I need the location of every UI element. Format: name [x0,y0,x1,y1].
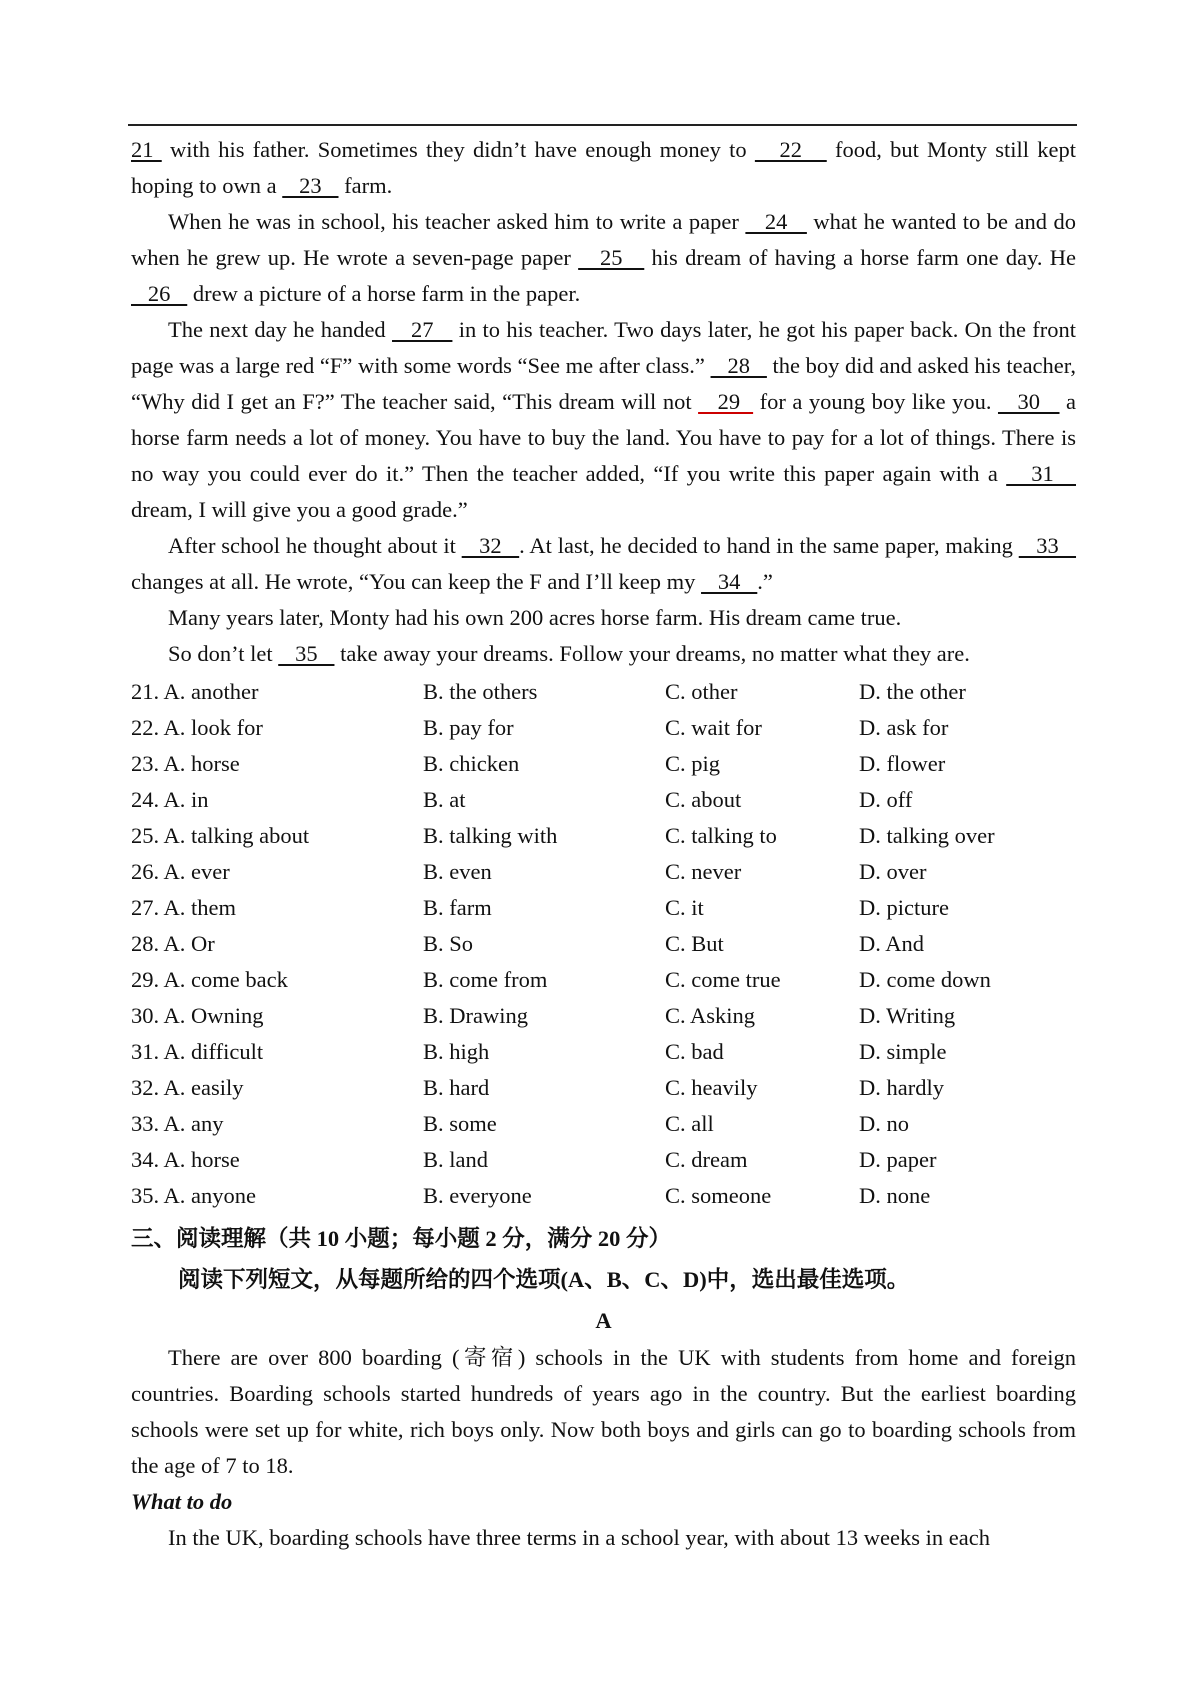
passage-text: for a young boy like you. [753,389,998,414]
reading-paragraph: In the UK, boarding schools have three terms in a school year, with about 13 weeks in each [168,1525,990,1550]
option-a: 28. A. Or [131,931,215,956]
option-a: 31. A. difficult [131,1039,264,1064]
option-b: B. come from [423,967,548,992]
option-b: B. Drawing [423,1003,528,1028]
option-row [131,674,1076,710]
option-d: D. flower [859,751,946,776]
blank-21: 21 [131,137,162,162]
option-a: 29. A. come back [131,967,288,992]
option-row [131,998,1076,1034]
option-b: B. hard [423,1075,490,1100]
option-row [131,710,1076,746]
passage-text: .” [757,569,773,594]
section-instruction: 阅读下列短文，从每题所给的四个选项(A、B、C、D)中，选出最佳选项。 [178,1267,910,1292]
option-row [131,854,1076,890]
option-b: B. So [423,931,474,956]
option-a: 35. A. anyone [131,1183,256,1208]
passage-text: a horse farm needs a lot of money. You have to buy the land. You have to pay for a lot of things. There is no way you could ever do it.” Then the teacher added, “If you write this paper again with a [131,389,1077,486]
option-a: 22. A. look for [131,715,263,740]
option-c: C. talking to [665,823,777,848]
passage-text: When he was in school, his teacher asked him to write a paper [168,209,746,234]
blank-26: 26 [131,281,188,306]
option-b: B. everyone [423,1183,532,1208]
option-d: D. over [859,859,927,884]
option-row [131,818,1076,854]
passage-paragraph [131,636,1076,672]
passage-text: After school he thought about it [168,533,462,558]
option-a: 30. A. Owning [131,1003,264,1028]
blank-24: 24 [745,209,807,234]
option-d: D. none [859,1183,931,1208]
blank-25: 25 [578,245,645,270]
option-a: 33. A. any [131,1111,224,1136]
option-row [131,890,1076,926]
option-row [131,962,1076,998]
option-row [131,1178,1076,1214]
passage-paragraph [131,132,1076,204]
option-b: B. high [423,1039,490,1064]
passage-text: . At last, he decided to hand in the same paper, making [519,533,1019,558]
blank-23: 23 [282,173,339,198]
passage-paragraph [131,528,1076,600]
option-d: D. simple [859,1039,947,1064]
option-a: 23. A. horse [131,751,240,776]
header-rule [128,124,1077,126]
passage-paragraph: Many years later, Monty had his own 200 acres horse farm. His dream came true. [168,605,902,630]
cloze-passage [131,132,1076,672]
option-row [131,926,1076,962]
option-row [131,1034,1076,1070]
option-d: D. come down [859,967,991,992]
option-b: B. pay for [423,715,514,740]
option-row [131,782,1076,818]
option-b: B. farm [423,895,492,920]
passage-text: food, but Monty still kept hoping to own a [131,137,1077,198]
option-c: C. heavily [665,1075,758,1100]
option-c: C. dream [665,1147,748,1172]
option-d: D. the other [859,679,966,704]
passage-text: changes at all. He wrote, “You can keep the F and I’ll keep my [131,569,702,594]
blank-27: 27 [392,317,453,342]
reading-passage [131,1340,1076,1556]
option-d: D. picture [859,895,949,920]
option-d: D. talking over [859,823,995,848]
reading-subheading: What to do [131,1489,233,1514]
option-c: C. bad [665,1039,724,1064]
option-d: D. paper [859,1147,937,1172]
reading-paragraph: There are over 800 boarding (寄宿) schools in the UK with students from home and foreign countries. Boarding schools started hundreds of years ago in the country. But the earliest boarding schools were set up for white, rich boys only. Now both boys and girls can go to boarding schools from the age of 7 to 18. [131,1345,1076,1478]
option-a: 34. A. horse [131,1147,240,1172]
option-a: 21. A. another [131,679,259,704]
passage-text: take away your dreams. Follow your dreams, no matter what they are. [334,641,970,666]
passage-text: with his father. Sometimes they didn’t have enough money to [161,137,755,162]
option-a: 32. A. easily [131,1075,244,1100]
option-b: B. talking with [423,823,558,848]
option-row [131,1142,1076,1178]
passage-letter: A [595,1308,612,1333]
blank-22: 22 [754,137,827,162]
option-b: B. chicken [423,751,520,776]
option-c: C. Asking [665,1003,756,1028]
passage-text: farm. [338,173,393,198]
option-a: 27. A. them [131,895,236,920]
blank-33: 33 [1018,533,1077,558]
passage-paragraph [131,312,1076,528]
option-c: C. someone [665,1183,772,1208]
blank-34: 34 [701,569,758,594]
option-c: C. come true [665,967,781,992]
passage-text: what he wanted to be and do when he grew up. He wrote a seven-page paper [131,209,1077,270]
section-heading: 三、阅读理解（共 10 小题；每小题 2 分，满分 20 分） [131,1226,672,1251]
reading-section-header [131,1218,1076,1341]
option-d: D. ask for [859,715,949,740]
passage-text: So don’t let [168,641,279,666]
passage-text: his dream of having a horse farm one day. He [644,245,1077,270]
option-d: D. Writing [859,1003,956,1028]
passage-text: in to his teacher. Two days later, he got his paper back. On the front page was a large red “F” with some words “See me after class.” [131,317,1076,378]
blank-28: 28 [710,353,767,378]
blank-32: 32 [461,533,520,558]
option-c: C. But [665,931,724,956]
option-c: C. other [665,679,738,704]
option-d: D. off [859,787,913,812]
passage-text: dream, I will give you a good grade.” [131,497,468,522]
option-row [131,746,1076,782]
passage-text: drew a picture of a horse farm in the paper. [187,281,581,306]
blank-31: 31 [1006,461,1076,486]
passage-paragraph [131,204,1076,312]
option-c: C. all [665,1111,714,1136]
option-c: C. it [665,895,704,920]
option-row [131,1070,1076,1106]
option-c: C. about [665,787,742,812]
option-a: 24. A. in [131,787,209,812]
option-b: B. land [423,1147,488,1172]
option-b: B. at [423,787,466,812]
option-a: 25. A. talking about [131,823,310,848]
option-b: B. even [423,859,492,884]
blank-35: 35 [278,641,335,666]
option-c: C. wait for [665,715,762,740]
option-c: C. never [665,859,742,884]
passage-text: the boy did and asked his teacher, “Why did I get an F?” The teacher said, “This dream will not [131,353,1076,414]
answer-options [131,674,1076,1214]
option-d: D. no [859,1111,909,1136]
blank-29: 29 [698,389,754,414]
option-row [131,1106,1076,1142]
option-b: B. some [423,1111,497,1136]
option-d: D. And [859,931,925,956]
passage-text: The next day he handed [168,317,393,342]
blank-30: 30 [997,389,1060,414]
option-c: C. pig [665,751,721,776]
option-d: D. hardly [859,1075,944,1100]
option-b: B. the others [423,679,538,704]
option-a: 26. A. ever [131,859,230,884]
